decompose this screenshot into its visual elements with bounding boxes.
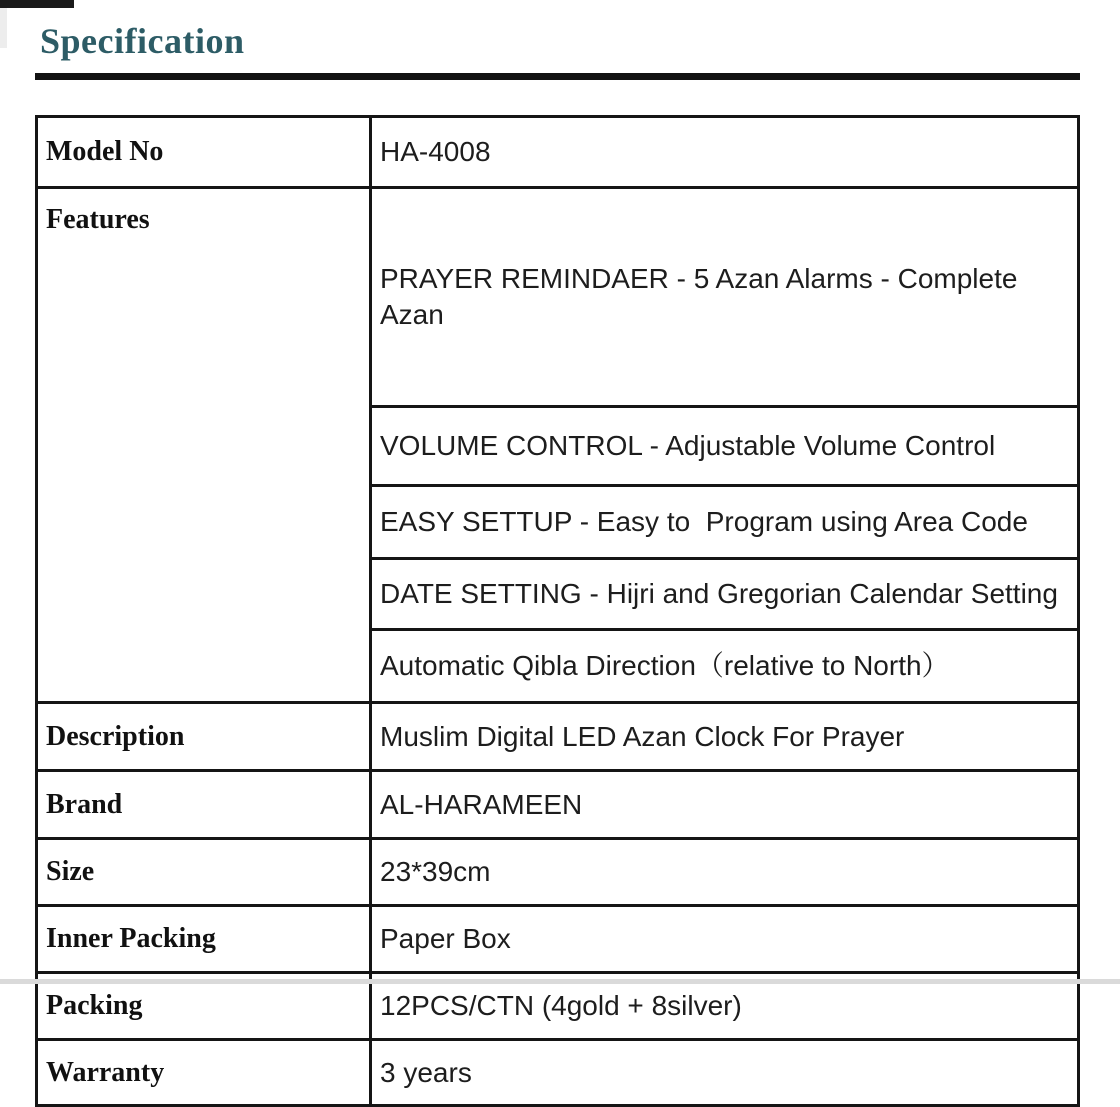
feature-value-easy-setup: EASY SETTUP - Easy to Program using Area Code xyxy=(371,486,1079,559)
table-row-brand xyxy=(37,771,1079,839)
title-underline xyxy=(35,73,1080,80)
packing-label: Packing xyxy=(37,973,371,1040)
feature-value-qibla-direction: Automatic Qibla Direction（relative to North） xyxy=(371,630,1079,703)
size-value: 23*39cm xyxy=(371,839,1079,906)
packing-value: 12PCS/CTN (4gold + 8silver) xyxy=(371,973,1079,1040)
inner-packing-label: Inner Packing xyxy=(37,906,371,973)
page-title: Specification xyxy=(40,21,245,61)
feature-value-volume-control: VOLUME CONTROL - Adjustable Volume Control xyxy=(371,407,1079,486)
brand-value: AL-HARAMEEN xyxy=(371,771,1079,839)
features-label: Features xyxy=(37,188,371,703)
brand-label: Brand xyxy=(37,771,371,839)
warranty-label: Warranty xyxy=(37,1040,371,1106)
description-label: Description xyxy=(37,703,371,771)
inner-packing-value: Paper Box xyxy=(371,906,1079,973)
specification-table xyxy=(35,115,1080,1107)
bottom-divider xyxy=(0,979,1120,984)
description-value: Muslim Digital LED Azan Clock For Prayer xyxy=(371,703,1079,771)
table-row-model xyxy=(37,117,1079,188)
warranty-value: 3 years xyxy=(371,1040,1079,1106)
table-row-feature xyxy=(37,188,1079,407)
feature-value-prayer-reminder xyxy=(371,188,1079,407)
edge-strip xyxy=(0,8,7,48)
model-no-value: HA-4008 xyxy=(371,117,1079,188)
table-row-size xyxy=(37,839,1079,906)
table-row-warranty xyxy=(37,1040,1079,1106)
feature-text: PRAYER REMINDAER - 5 Azan Alarms - Complete Azan xyxy=(380,263,1024,330)
model-no-label: Model No xyxy=(37,117,371,188)
feature-value-date-setting: DATE SETTING - Hijri and Gregorian Calendar Setting xyxy=(371,559,1079,630)
table-row-description xyxy=(37,703,1079,771)
corner-mark xyxy=(0,0,74,8)
size-label: Size xyxy=(37,839,371,906)
table-row-inner-packing xyxy=(37,906,1079,973)
